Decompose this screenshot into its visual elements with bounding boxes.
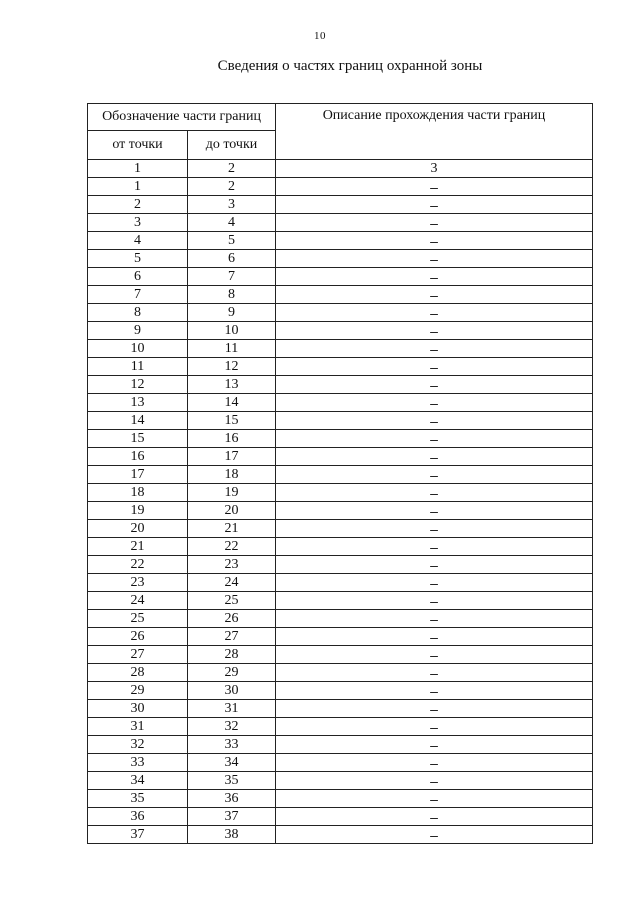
description-cell: –: [276, 736, 593, 754]
description-cell: –: [276, 214, 593, 232]
from-point-cell: 11: [88, 358, 188, 376]
to-point-cell: 33: [188, 736, 276, 754]
to-point-cell: 13: [188, 376, 276, 394]
table-row: [88, 826, 593, 844]
description-cell: –: [276, 304, 593, 322]
to-point-cell: 8: [188, 286, 276, 304]
from-point-cell: 30: [88, 700, 188, 718]
to-point-cell: 10: [188, 322, 276, 340]
description-cell: –: [276, 232, 593, 250]
table-row: [88, 808, 593, 826]
to-point-cell: 12: [188, 358, 276, 376]
document-title: Сведения о частях границ охранной зоны: [217, 58, 483, 74]
description-cell: –: [276, 574, 593, 592]
from-point-cell: 3: [88, 214, 188, 232]
to-point-header: до точки: [188, 131, 276, 160]
to-point-cell: 3: [188, 196, 276, 214]
from-point-cell: 18: [88, 484, 188, 502]
to-point-cell: 15: [188, 412, 276, 430]
table-row: [88, 574, 593, 592]
table-row: [88, 754, 593, 772]
description-cell: –: [276, 718, 593, 736]
table-row: [88, 250, 593, 268]
to-point-cell: 18: [188, 466, 276, 484]
from-point-cell: 8: [88, 304, 188, 322]
from-point-cell: 4: [88, 232, 188, 250]
description-cell: –: [276, 808, 593, 826]
from-point-cell: 2: [88, 196, 188, 214]
table-row: [88, 340, 593, 358]
description-cell: –: [276, 700, 593, 718]
table-row: [88, 664, 593, 682]
description-cell: –: [276, 268, 593, 286]
table-row: [88, 178, 593, 196]
from-point-cell: 16: [88, 448, 188, 466]
description-cell: –: [276, 196, 593, 214]
table-row: [88, 538, 593, 556]
table-row: [88, 394, 593, 412]
from-point-cell: 19: [88, 502, 188, 520]
table-row: [88, 376, 593, 394]
from-point-cell: 13: [88, 394, 188, 412]
description-cell: –: [276, 394, 593, 412]
description-cell: –: [276, 790, 593, 808]
table-row: [88, 322, 593, 340]
to-point-cell: 5: [188, 232, 276, 250]
description-cell: –: [276, 286, 593, 304]
from-point-cell: 22: [88, 556, 188, 574]
to-point-cell: 34: [188, 754, 276, 772]
description-cell: –: [276, 358, 593, 376]
table-row: [88, 556, 593, 574]
from-point-cell: 17: [88, 466, 188, 484]
from-point-cell: 34: [88, 772, 188, 790]
description-cell: –: [276, 448, 593, 466]
to-point-cell: 32: [188, 718, 276, 736]
from-point-cell: 25: [88, 610, 188, 628]
from-point-cell: 27: [88, 646, 188, 664]
table-row: [88, 430, 593, 448]
from-point-cell: 31: [88, 718, 188, 736]
description-cell: –: [276, 340, 593, 358]
from-point-cell: 1: [88, 178, 188, 196]
description-cell: –: [276, 538, 593, 556]
table-row: [88, 286, 593, 304]
description-cell: –: [276, 520, 593, 538]
from-point-cell: 15: [88, 430, 188, 448]
table-body: [88, 160, 593, 844]
from-point-cell: 10: [88, 340, 188, 358]
table-row: [88, 232, 593, 250]
from-point-cell: 6: [88, 268, 188, 286]
table-row: [88, 628, 593, 646]
description-cell: –: [276, 664, 593, 682]
description-cell: –: [276, 646, 593, 664]
to-point-cell: 27: [188, 628, 276, 646]
from-point-cell: 21: [88, 538, 188, 556]
table-row: [88, 484, 593, 502]
to-point-cell: 22: [188, 538, 276, 556]
from-point-cell: 36: [88, 808, 188, 826]
from-point-cell: 14: [88, 412, 188, 430]
to-point-cell: 19: [188, 484, 276, 502]
to-point-cell: 17: [188, 448, 276, 466]
from-point-cell: 26: [88, 628, 188, 646]
description-cell: –: [276, 466, 593, 484]
to-point-cell: 36: [188, 790, 276, 808]
description-cell: –: [276, 610, 593, 628]
to-point-cell: 16: [188, 430, 276, 448]
table-row: [88, 268, 593, 286]
to-point-cell: 7: [188, 268, 276, 286]
table-row: [88, 214, 593, 232]
table-row: [88, 772, 593, 790]
to-point-cell: 2: [188, 178, 276, 196]
from-point-cell: 33: [88, 754, 188, 772]
to-point-cell: 26: [188, 610, 276, 628]
description-cell: –: [276, 592, 593, 610]
table-row: [88, 592, 593, 610]
description-cell: –: [276, 178, 593, 196]
to-point-cell: 14: [188, 394, 276, 412]
table-row: [88, 520, 593, 538]
from-point-cell: 35: [88, 790, 188, 808]
to-point-cell: 2: [188, 160, 276, 178]
description-cell: –: [276, 484, 593, 502]
table-row: [88, 610, 593, 628]
description-cell: –: [276, 412, 593, 430]
to-point-cell: 29: [188, 664, 276, 682]
table-row: [88, 736, 593, 754]
from-point-cell: 1: [88, 160, 188, 178]
description-cell: –: [276, 430, 593, 448]
to-point-cell: 31: [188, 700, 276, 718]
to-point-cell: 9: [188, 304, 276, 322]
boundary-description-header: Описание прохождения части границ: [276, 104, 593, 160]
to-point-cell: 21: [188, 520, 276, 538]
from-point-cell: 9: [88, 322, 188, 340]
description-cell: –: [276, 682, 593, 700]
from-point-cell: 32: [88, 736, 188, 754]
table-row: [88, 358, 593, 376]
to-point-cell: 20: [188, 502, 276, 520]
boundary-parts-table: [87, 103, 593, 844]
boundary-part-designation-header: Обозначение части границ: [88, 104, 276, 131]
from-point-cell: 29: [88, 682, 188, 700]
from-point-cell: 28: [88, 664, 188, 682]
description-cell: –: [276, 322, 593, 340]
description-cell: –: [276, 250, 593, 268]
table-row: [88, 412, 593, 430]
description-cell: 3: [276, 160, 593, 178]
to-point-cell: 23: [188, 556, 276, 574]
table-row: [88, 790, 593, 808]
description-cell: –: [276, 502, 593, 520]
description-cell: –: [276, 628, 593, 646]
table-row: [88, 304, 593, 322]
table-row: [88, 718, 593, 736]
description-cell: –: [276, 826, 593, 844]
from-point-cell: 24: [88, 592, 188, 610]
to-point-cell: 37: [188, 808, 276, 826]
table-row: [88, 448, 593, 466]
table-row: [88, 196, 593, 214]
table-row: [88, 466, 593, 484]
table-row: [88, 682, 593, 700]
description-cell: –: [276, 772, 593, 790]
to-point-cell: 24: [188, 574, 276, 592]
from-point-cell: 7: [88, 286, 188, 304]
from-point-cell: 5: [88, 250, 188, 268]
from-point-cell: 23: [88, 574, 188, 592]
to-point-cell: 25: [188, 592, 276, 610]
to-point-cell: 4: [188, 214, 276, 232]
table-row: [88, 700, 593, 718]
page-number: 10: [314, 30, 326, 42]
description-cell: –: [276, 376, 593, 394]
from-point-cell: 20: [88, 520, 188, 538]
description-cell: –: [276, 556, 593, 574]
to-point-cell: 30: [188, 682, 276, 700]
table-row: [88, 502, 593, 520]
to-point-cell: 28: [188, 646, 276, 664]
to-point-cell: 35: [188, 772, 276, 790]
description-cell: –: [276, 754, 593, 772]
from-point-cell: 12: [88, 376, 188, 394]
table-row: [88, 160, 593, 178]
from-point-cell: 37: [88, 826, 188, 844]
table-row: [88, 646, 593, 664]
from-point-header: от точки: [88, 131, 188, 160]
to-point-cell: 11: [188, 340, 276, 358]
to-point-cell: 38: [188, 826, 276, 844]
to-point-cell: 6: [188, 250, 276, 268]
